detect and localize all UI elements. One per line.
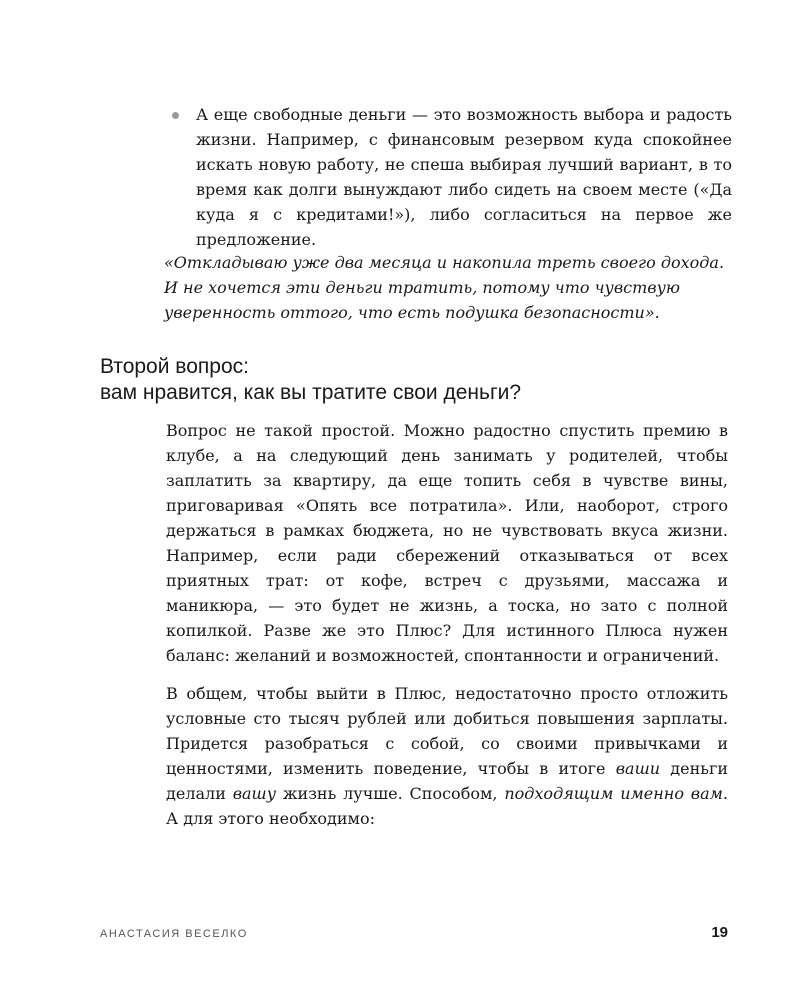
emphasis-text: вашу (232, 784, 276, 803)
paragraph-2 (166, 681, 728, 831)
emphasis-text: подходящим именно вам (504, 784, 723, 803)
bullet-item (172, 102, 732, 252)
bullet-dot-icon (172, 112, 179, 119)
quote-line: уверенность оттого, что есть подушка безопасности». (164, 303, 660, 322)
paragraph-1: Вопрос не такой простой. Можно радостно спустить премию в клубе, а на следующий день занимать у родителей, чтобы заплатить за квартиру, да еще топить себя в чувстве вины, приговаривая «Опять все потратила». Или, наоборот, строго держаться в рамках бюджета, но не чувствовать вкуса жизни. Например, если ради сбережений отказываться от всех приятных трат: от кофе, встреч с друзьями, массажа и маникюра, — это будет не жизнь, а тоска, но зато с полной копилкой. Разве же это Плюс? Для истинного Плюса нужен баланс: желаний и возможностей, спонтанности и ограничений. (166, 421, 728, 665)
page-number: 19 (711, 924, 728, 941)
quote-line: И не хочется эти деньги тратить, потому что чувствую (164, 278, 680, 297)
section-heading (100, 354, 720, 406)
bullet-text: А еще свободные деньги — это возможность выбора и радость жизни. Например, с финансовым резервом куда спокойнее искать новую работу, не спеша выбирая лучший вариант, в то время как долги вынуждают либо сидеть на своем месте («Да куда я с кредитами!»), либо согласиться на первое же предложение. (196, 105, 732, 249)
paragraph-2-part: В общем, чтобы выйти в Плюс, недостаточно просто отложить условные сто тысяч рублей или добиться повышения зарплаты. Придется разобраться с собой, со своими привычками и ценностями, изменить поведение, чтобы в итоге (166, 684, 728, 778)
emphasis-text: ваши (615, 759, 661, 778)
paragraph-2-part: деньги делали (166, 759, 729, 803)
quote-block (164, 250, 724, 325)
paragraph-2-part: . А для этого необходимо: (166, 784, 729, 828)
heading-line: вам нравится, как вы тратите свои деньги? (100, 381, 522, 404)
footer-author: АНАСТАСИЯ ВЕСЕЛКО (100, 928, 248, 940)
heading-line: Второй вопрос: (100, 355, 249, 378)
quote-line: «Откладываю уже два месяца и накопила треть своего дохода. (164, 253, 725, 272)
paragraph-2-part: жизнь лучше. Способом, (275, 784, 505, 803)
